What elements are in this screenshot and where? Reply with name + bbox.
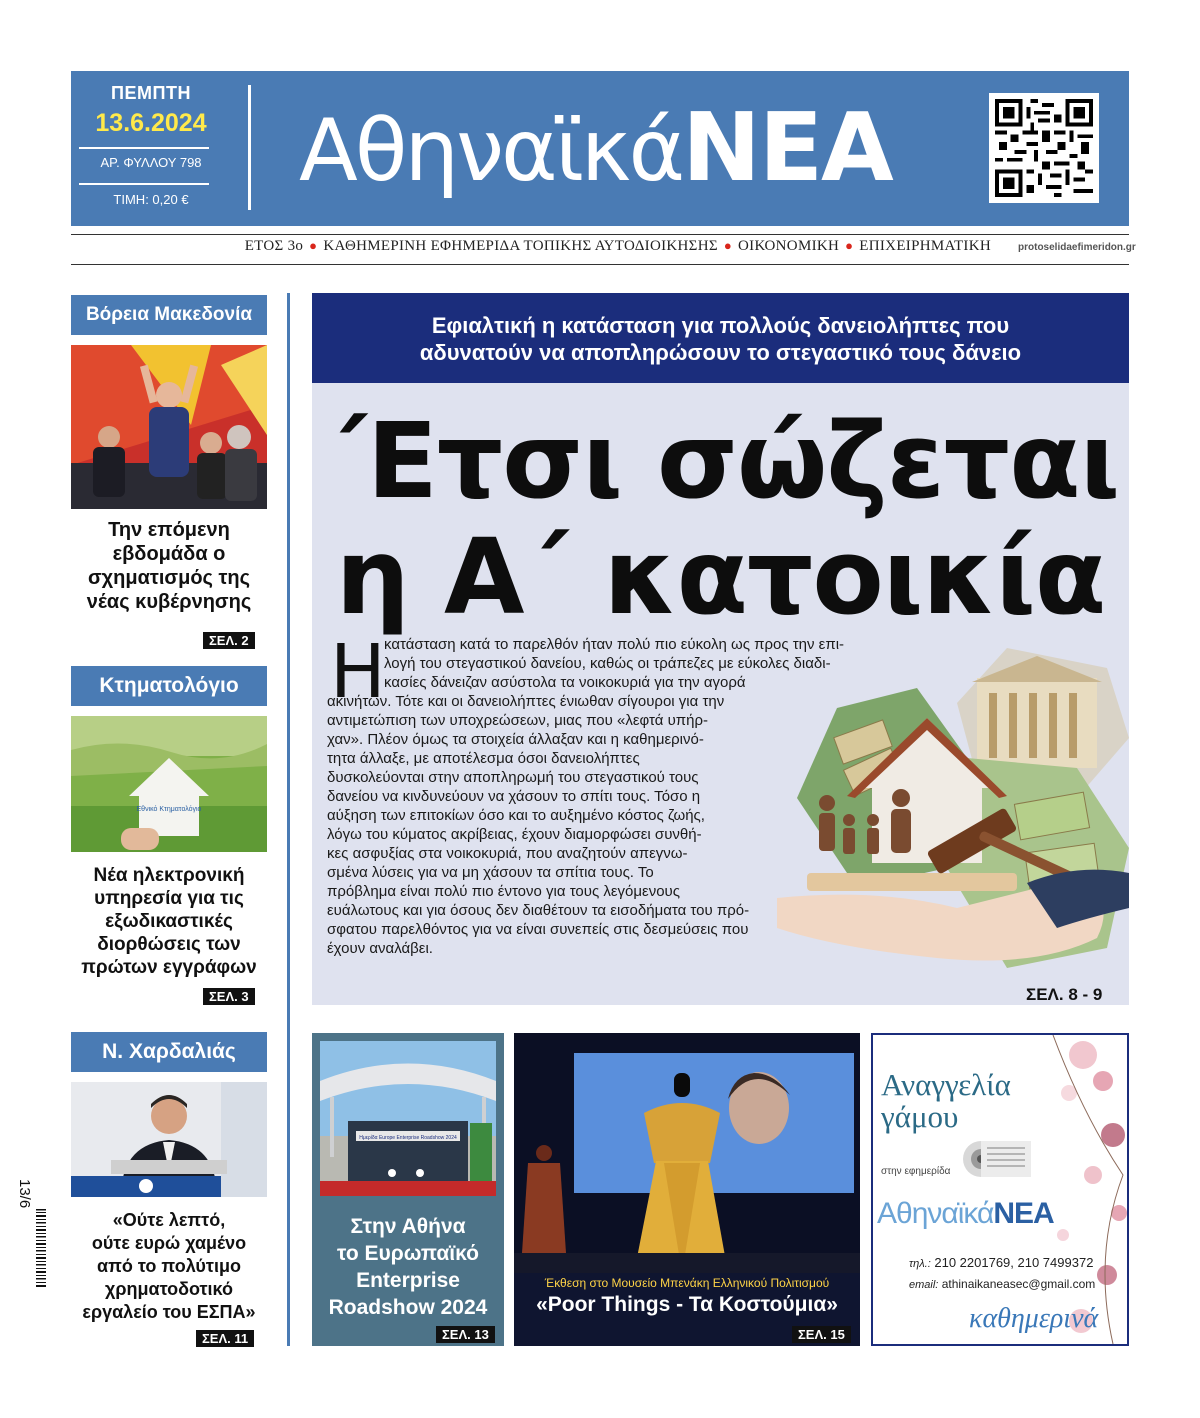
story-line: από το πολύτιμο [97, 1256, 241, 1276]
date-code: 13/6 [16, 1179, 33, 1209]
issue-day: ΠΕΜΠΤΗ [111, 83, 191, 103]
tagline-year: ΕΤΟΣ 3ο [244, 238, 304, 254]
sidebar-story-text[interactable] [71, 864, 267, 979]
kicker-line: αδυνατούν να αποπληρώσουν το στεγαστικό τους δάνειο [419, 340, 1022, 365]
body-line: τητα άλλαξε, με αποτέλεσμα όσοι δανειολήπτες [327, 750, 640, 767]
flower-decoration-icon [1023, 1035, 1129, 1344]
tagline-item: ΚΑΘΗΜΕΡΙΝΗ ΕΦΗΜΕΡΙΔΑ ΤΟΠΙΚΗΣ ΑΥΤΟΔΙΟΙΚΗΣΗΣ [323, 238, 718, 254]
body-line: έχουν αναλάβει. [327, 940, 433, 957]
chardalias-photo[interactable] [71, 1082, 267, 1197]
page-ref-tag[interactable]: ΣΕΛ. 8 - 9 [1026, 985, 1103, 1004]
story-line: Την επόμενη [108, 519, 230, 541]
body-line: σφατου παρελθόντος για να είναι συνεπείς στις δεσμεύσεις που [327, 921, 749, 938]
divider [79, 147, 209, 149]
ad-phone[interactable] [909, 1255, 1093, 1270]
story-line: πρώτων εγγράφων [81, 957, 257, 978]
exhibition-kicker: Έκθεση στο Μουσείο Μπενάκη Ελληνικού Πολιτισμού [544, 1276, 830, 1290]
ad-email[interactable] [909, 1277, 1095, 1291]
ad-title [881, 1069, 1011, 1133]
story-line: εβδομάδα ο [112, 543, 226, 565]
ad-daily-tag: καθημερινά [969, 1303, 1099, 1334]
headline-line: ΄Ετσι σώζεται [321, 400, 1120, 522]
bullet-icon: ● [309, 238, 318, 253]
ad-logo-light: Αθηναϊκά [877, 1197, 994, 1230]
body-line: ευάλωτους και για όσους δεν διαθέτουν τα εισοδήματα του πρό- [327, 902, 750, 919]
newspaper-logo[interactable] [299, 89, 892, 209]
qr-code-icon[interactable] [989, 93, 1099, 203]
lead-headline[interactable] [312, 400, 1129, 638]
body-line: δυσκολεύονται στην αποπληρωμή του στεγαστικού τους [327, 769, 699, 786]
body-line: σμένα λύσεις για να μη χάσουν τα σπίτια τους. Το [327, 864, 654, 881]
tagline [71, 238, 991, 255]
ad-email-address: athinaikaneasec@gmail.com [941, 1277, 1096, 1291]
caption-line: Στην Αθήνα [350, 1215, 466, 1238]
body-line: ακινήτων. Τότε και οι δανειολήπτες ένιωθαν σίγουροι για την [327, 693, 725, 710]
sidebar-story-text[interactable] [71, 518, 267, 614]
exhibition-title: «Poor Things - Τα Κοστούμια» [536, 1293, 838, 1316]
body-line: κατάσταση κατά το παρελθόν ήταν πολύ πιο εύκολη ως προς την επι- [384, 636, 845, 653]
story-line: εξωδικαστικές [105, 911, 233, 932]
ad-title-line: Αναγγελία [881, 1067, 1011, 1102]
lead-body[interactable] [327, 629, 947, 958]
sidebar-story-text[interactable] [71, 1209, 267, 1324]
bullet-icon: ● [845, 238, 854, 253]
divider [79, 183, 209, 185]
ad-logo-bold: ΝΕΑ [993, 1197, 1054, 1230]
roadshow-sign-text: Ημερίδα Europe Enterprise Roadshow 2024 [359, 1135, 457, 1141]
kicker-line: Εφιαλτική η κατάσταση για πολλούς δανειολήπτες που [431, 313, 1010, 338]
story-line: υπηρεσία για τις [94, 888, 244, 909]
page-ref-tag[interactable]: ΣΕΛ. 11 [196, 1330, 254, 1347]
body-line: αύξηση των επιτοκίων όσο και το αυξημένο κόστος ζωής, [327, 807, 705, 824]
caption-line: Roadshow 2024 [328, 1296, 488, 1319]
cadastre-sign-text: Εθνικό Κτηματολόγιο [136, 806, 202, 813]
sidebar-heading-north-macedonia[interactable]: Βόρεια Μακεδονία [71, 295, 267, 335]
masthead-separator [248, 85, 251, 210]
page-ref-tag[interactable]: ΣΕΛ. 3 [203, 988, 255, 1005]
tagline-rule-top [71, 234, 1129, 235]
story-line: νέας κυβέρνησης [86, 591, 252, 613]
logo-bold-text: ΝΕΑ [682, 94, 892, 203]
sidebar-heading-cadastre[interactable]: Κτηματολόγιο [71, 666, 267, 706]
wedding-announcement-ad[interactable] [871, 1033, 1129, 1346]
issue-number: ΑΡ. ΦΥΛΛΟΥ 798 [100, 155, 202, 170]
ad-title-line: γάμου [881, 1099, 959, 1134]
body-line: λόγω του κύματος ακρίβειας, έχουν διαμορφώσει συνθή- [327, 826, 702, 843]
story-line: Νέα ηλεκτρονική [93, 865, 245, 886]
body-line: κες ασφυξίας στα νοικοκυριά, που αναζητούν απεγνω- [327, 845, 688, 862]
lead-story[interactable] [312, 383, 1129, 1005]
issue-price: ΤΙΜΗ: 0,20 € [113, 192, 189, 207]
roadshow-caption [312, 1213, 504, 1321]
caption-line: Enterprise [356, 1269, 460, 1292]
story-line: εργαλείο του ΕΣΠΑ» [82, 1302, 256, 1322]
roadshow-story[interactable] [312, 1033, 504, 1346]
page-ref-tag[interactable]: ΣΕΛ. 13 [436, 1326, 495, 1343]
north-macedonia-photo[interactable] [71, 345, 267, 509]
body-line: κασίες δάνειζαν ασύστολα τα νοικοκυριά για την αγορά [384, 674, 746, 691]
ad-phone-number: 210 2201769, 210 7499372 [934, 1255, 1094, 1270]
site-credit[interactable]: protoselidaefimeridon.gr [1018, 242, 1136, 253]
ad-phone-label: τηλ.: [909, 1258, 931, 1270]
story-line: σχηματισμός της [87, 567, 251, 589]
rolled-newspaper-icon [961, 1137, 1033, 1181]
story-line: ούτε ευρώ χαμένο [91, 1233, 247, 1253]
masthead [71, 71, 1129, 226]
caption-line: το Ευρωπαϊκό [337, 1242, 479, 1265]
story-line: χρηματοδοτικό [105, 1279, 233, 1299]
body-line: λογή του στεγαστικού δανείου, καθώς οι τράπεζες με εύκολες διαδι- [384, 655, 831, 672]
body-line: χαν». Πλέον όμως τα στοιχεία άλλαξαν και η καθημερινό- [327, 731, 704, 748]
lead-kicker-banner[interactable] [312, 293, 1129, 383]
costume-exhibition-photo [514, 1033, 860, 1273]
bullet-icon: ● [723, 238, 733, 253]
ad-newspaper-logo [877, 1197, 1054, 1231]
body-line: πρόβλημα είναι πολύ πιο έντονο για τους λεγόμενους [327, 883, 680, 900]
ad-subtitle: στην εφημερίδα [881, 1166, 951, 1177]
tagline-rule-bottom [71, 264, 1129, 265]
story-line: διορθώσεις των [97, 934, 241, 955]
body-line: αντιμετώπιση των υποχρεώσεων, μιας που «λεφτά υπήρ- [327, 712, 708, 729]
ad-email-label: email: [909, 1279, 939, 1291]
drop-cap: Η [330, 629, 386, 715]
sidebar-heading-chardalias[interactable]: Ν. Χαρδαλιάς [71, 1032, 267, 1072]
issue-info [71, 71, 231, 226]
story-line: «Ούτε λεπτό, [112, 1210, 226, 1230]
page-ref-tag[interactable]: ΣΕΛ. 15 [792, 1326, 851, 1343]
headline-line: η Α΄ κατοικία [335, 516, 1106, 638]
tagline-item: ΟΙΚΟΝΟΜΙΚΗ [738, 238, 840, 254]
page-ref-tag[interactable]: ΣΕΛ. 2 [203, 632, 255, 649]
logo-light-text: Αθηναϊκά [299, 101, 683, 201]
barcode [14, 1157, 58, 1297]
body-line: δανείου να κινδυνεύουν να χάσουν το σπίτι τους. Τόσο η [327, 788, 701, 805]
tagline-item: ΕΠΙΧΕΙΡΗΜΑΤΙΚΗ [859, 238, 991, 254]
poor-things-story[interactable] [514, 1033, 860, 1346]
issue-date: 13.6.2024 [95, 109, 207, 137]
cadastre-photo[interactable] [71, 716, 267, 852]
column-divider [287, 293, 290, 1346]
roadshow-photo [320, 1041, 496, 1196]
